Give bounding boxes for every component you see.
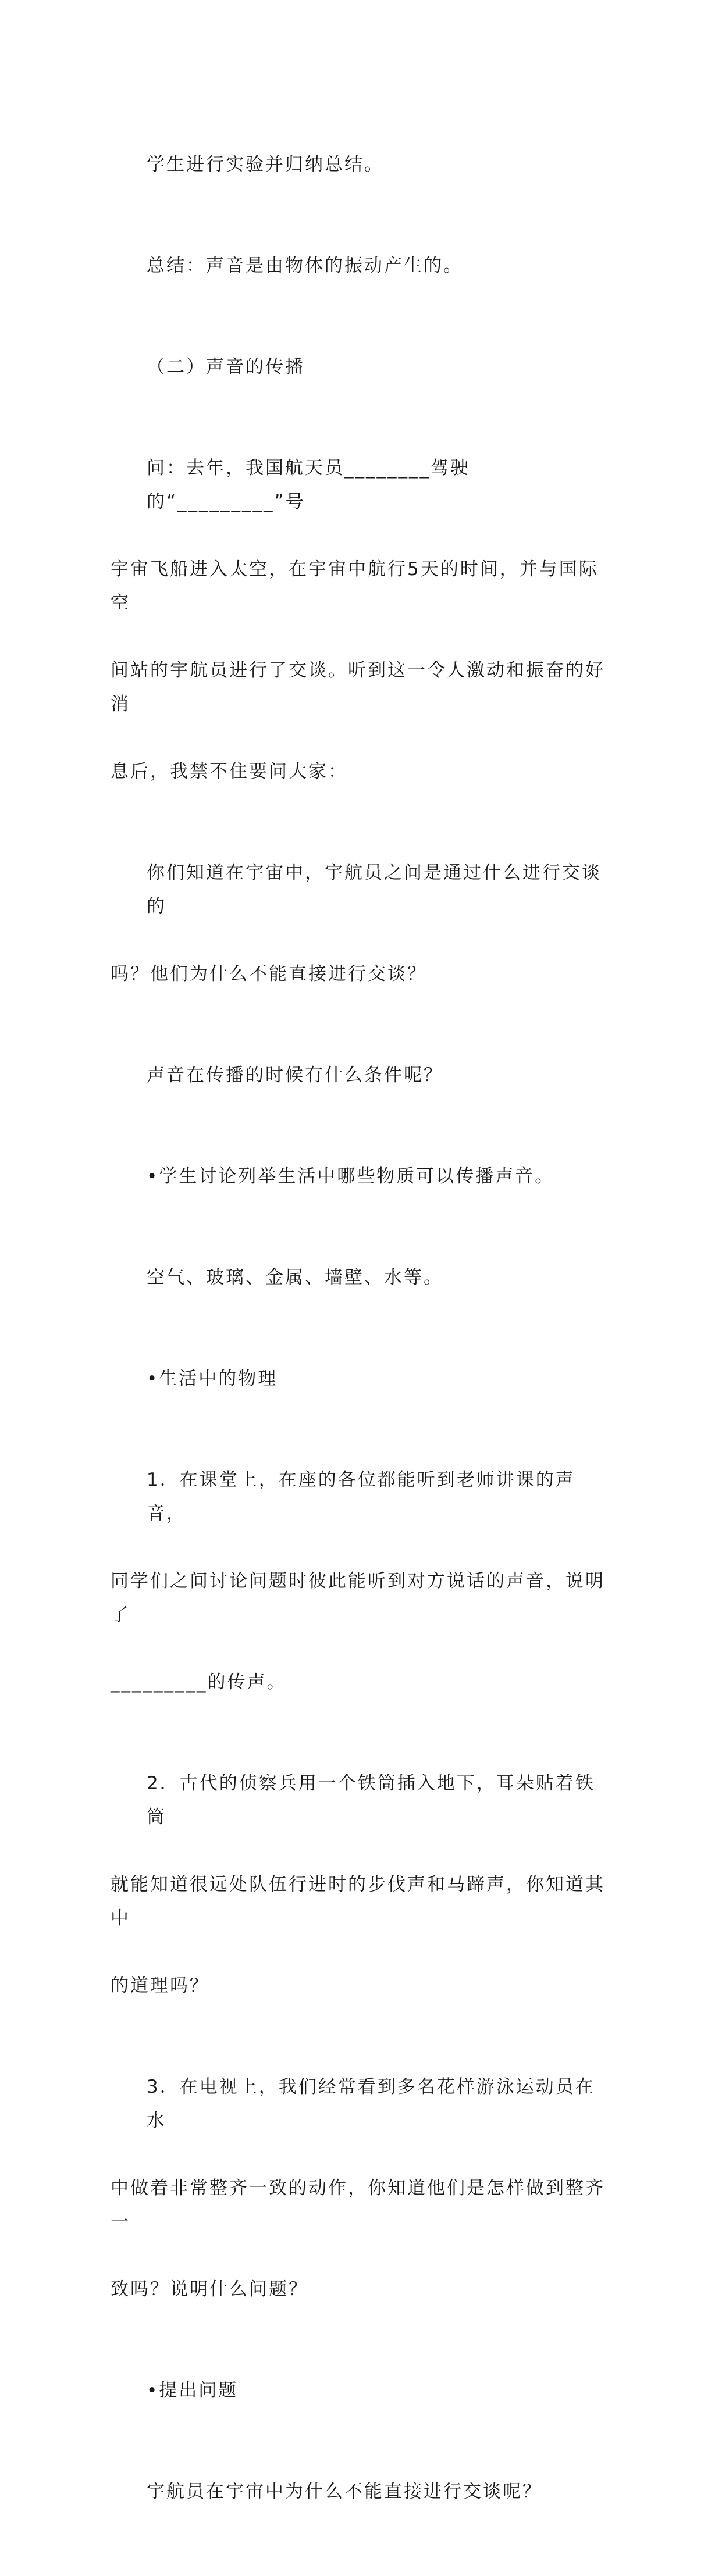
paragraph-final-question: 宇航员在宇宙中为什么不能直接进行交谈呢？: [147, 2481, 542, 2502]
item-1-line-2: 同学们之间讨论问题时彼此能听到对方说话的声音，说明了: [111, 1571, 605, 1625]
bullet-raise-question: •提出问题: [147, 2380, 239, 2401]
section-heading-sound-propagation: （二）声音的传播: [147, 356, 305, 377]
paragraph-question-line-1: 问：去年，我国航天员________驾驶的“_________”号: [147, 458, 470, 512]
item-1-line-1: 1．在课堂上，在座的各位都能听到老师讲课的声音，: [147, 1469, 575, 1524]
paragraph-astronaut-line-2: 吗？他们为什么不能直接进行交谈？: [111, 964, 427, 984]
bullet-student-discussion: •学生讨论列举生活中哪些物质可以传播声音。: [147, 1166, 555, 1187]
paragraph-conditions: 声音在传播的时候有什么条件呢？: [147, 1065, 443, 1086]
item-3-line-3: 致吗？说明什么问题？: [111, 2279, 308, 2300]
bullet-physics-in-life: •生活中的物理: [147, 1368, 278, 1389]
paragraph-conclusion: 总结：声音是由物体的振动产生的。: [147, 255, 463, 276]
paragraph-question-line-4: 息后，我禁不住要问大家：: [111, 761, 348, 782]
paragraph-materials: 空气、玻璃、金属、墙壁、水等。: [147, 1267, 443, 1288]
paragraph-astronaut-line-1: 你们知道在宇宙中，宇航员之间是通过什么进行交谈的: [147, 862, 602, 917]
item-2-line-1: 2．古代的侦察兵用一个铁筒插入地下，耳朵贴着铁筒: [147, 1773, 595, 1828]
paragraph-question-line-3: 间站的宇航员进行了交谈。听到这一令人激动和振奋的好消: [111, 660, 605, 715]
document-body: [111, 80, 613, 2576]
item-3-line-2: 中做着非常整齐一致的动作，你知道他们是怎样做到整齐一: [111, 2178, 605, 2232]
paragraph-experiment-summary: 学生进行实验并归纳总结。: [147, 154, 384, 175]
item-1-line-3: _________的传声。: [111, 1672, 287, 1693]
item-3-line-1: 3．在电视上，我们经常看到多名花样游泳运动员在水: [147, 2077, 595, 2131]
paragraph-question-line-2: 宇宙飞船进入太空，在宇宙中航行5天的时间，并与国际空: [111, 559, 599, 613]
item-2-line-3: 的道理吗？: [111, 1975, 209, 1996]
item-2-line-2: 就能知道很远处队伍行进时的步伐声和马蹄声，你知道其中: [111, 1874, 605, 1929]
